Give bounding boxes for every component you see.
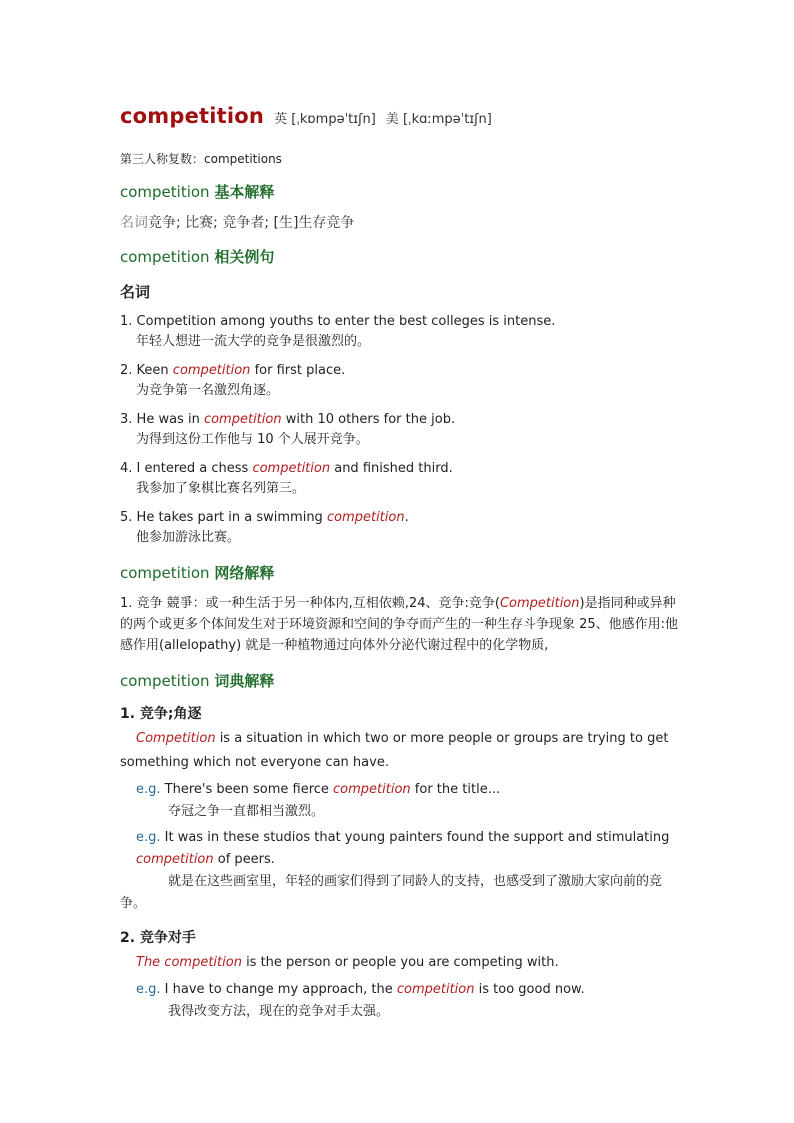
example-number: 1. [120, 314, 133, 329]
plural-form [120, 150, 680, 167]
usage-example [120, 779, 680, 823]
usage-example [120, 979, 680, 1023]
sense-definition: The competition is the person or people you are competing with. [136, 955, 559, 970]
usage-keyword: competition [396, 982, 475, 997]
usage-example-en: e.g. I have to change my approach, the competition is too good now. [136, 982, 585, 997]
section-title-word: competition [120, 183, 210, 201]
example-item [120, 508, 680, 548]
part-of-speech: 名词 [120, 215, 148, 231]
section-title-cn: 相关例句 [214, 248, 275, 266]
section-title-cn: 基本解释 [214, 183, 275, 201]
example-item [120, 361, 680, 401]
section-title-network [120, 562, 680, 583]
example-en: 3. He was in competition with 10 others for the job. [120, 412, 456, 427]
usage-example-en: e.g. It was in these studios that young painters found the support and stimulating competition of peers. [136, 830, 670, 867]
usage-example-zh: 就是在这些画室里，年轻的画家们得到了同龄人的支持，也感受到了激励大家向前的竞争。 [120, 874, 663, 911]
eg-label: e.g. [136, 982, 161, 997]
phonetic-uk-label: 英 [274, 112, 288, 127]
sense-heading: 2. 竞争对手 [120, 930, 196, 946]
dictionary-page [120, 100, 680, 1023]
section-title-word: competition [120, 248, 210, 266]
phonetic-us-value: [ˌkɑːmpəˈtɪʃn] [402, 112, 492, 127]
eg-label: e.g. [136, 782, 161, 797]
meaning-text: 竞争; 比赛; 竞争者; [生]生存竞争 [148, 215, 355, 231]
example-zh: 为得到这份工作他与 10 个人展开竞争。 [136, 432, 369, 447]
network-keyword: Competition [499, 596, 580, 611]
example-item [120, 312, 680, 352]
pos-heading: 名词 [120, 283, 151, 301]
example-number: 3. [120, 412, 133, 427]
usage-keyword: competition [136, 852, 214, 867]
headword: competition [120, 104, 265, 128]
section-title-basic [120, 181, 680, 202]
example-en: 4. I entered a chess competition and finished third. [120, 461, 453, 476]
example-number: 5. [120, 510, 133, 525]
example-en: 2. Keen competition for first place. [120, 363, 346, 378]
sense-keyword: Competition [136, 731, 216, 746]
usage-example [120, 827, 680, 915]
phonetic-uk [274, 108, 376, 127]
section-title-dictionary [120, 670, 680, 691]
usage-example-zh: 夺冠之争一直都相当激烈。 [168, 804, 325, 819]
plural-value: competitions [204, 152, 282, 166]
plural-label: 第三人称复数： [120, 152, 205, 166]
phonetic-uk-value: [ˌkɒmpəˈtɪʃn] [291, 112, 376, 127]
network-definition: 1. 竞争 競爭：或一种生活于另一种体内,互相依赖,24、竞争:竞争(Competition)是指同种或异种的两个或更多个体间发生对于环境资源和空间的争夺而产生的一种生存斗争现象 25、他感作用:他感作用(allelopathy) 就是一种植物通过向体外分泌代谢过程中的化学物质, [120, 596, 679, 653]
sense-heading: 1. 竞争;角逐 [120, 706, 202, 722]
section-title-cn: 词典解释 [214, 672, 275, 690]
example-item [120, 410, 680, 450]
phonetic-us [386, 108, 492, 127]
sense-keyword: The competition [136, 955, 242, 970]
headword-line [120, 104, 680, 128]
section-title-word: competition [120, 672, 210, 690]
example-zh: 为竞争第一名激烈角逐。 [136, 383, 280, 398]
usage-example-zh: 我得改变方法，现在的竞争对手太强。 [168, 1004, 390, 1019]
phonetic-us-label: 美 [385, 112, 399, 127]
example-en: 1. Competition among youths to enter the best colleges is intense. [120, 314, 556, 329]
section-title-cn: 网络解释 [214, 564, 275, 582]
section-title-examples [120, 246, 680, 267]
example-list [120, 312, 680, 548]
example-keyword: competition [252, 461, 331, 476]
example-keyword: competition [203, 412, 282, 427]
example-zh: 年轻人想进一流大学的竞争是很激烈的。 [136, 334, 371, 349]
example-item [120, 459, 680, 499]
example-zh: 他参加游泳比赛。 [136, 530, 241, 545]
usage-example-en: e.g. There's been some fierce competition for the title... [136, 782, 501, 797]
basic-meaning [120, 212, 680, 232]
usage-keyword: competition [333, 782, 411, 797]
eg-label: e.g. [136, 830, 161, 845]
example-en: 5. He takes part in a swimming competition. [120, 510, 409, 525]
example-zh: 我参加了象棋比赛名列第三。 [136, 481, 306, 496]
example-number: 4. [120, 461, 133, 476]
example-keyword: competition [326, 510, 405, 525]
sense-definition: Competition is a situation in which two or more people or groups are trying to get something which not everyone can have. [120, 731, 669, 770]
example-keyword: competition [172, 363, 251, 378]
section-title-word: competition [120, 564, 210, 582]
example-number: 2. [120, 363, 133, 378]
